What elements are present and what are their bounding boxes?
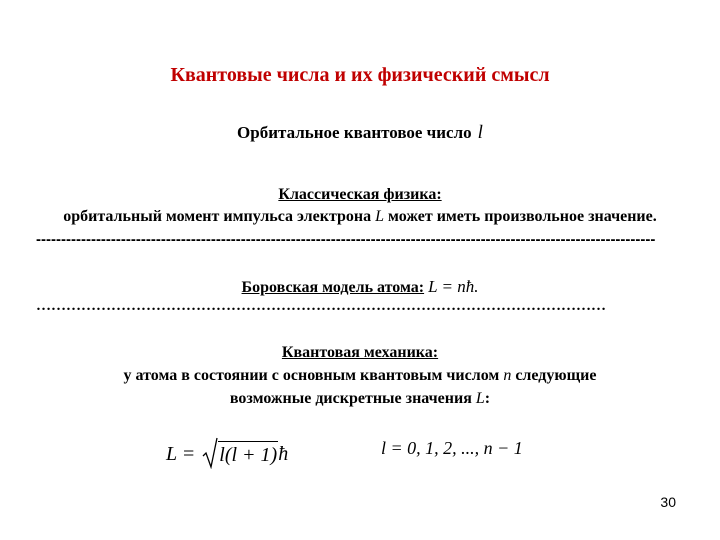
quantum-line1-before: у атома в состоянии с основным квантовым числом <box>123 367 500 384</box>
subtitle-symbol: l <box>477 122 483 143</box>
classical-line-before: орбитальный момент импульса электрона <box>63 208 372 225</box>
page-number: 30 <box>660 494 676 510</box>
l-values: l = 0, 1, 2, ..., n − 1 <box>381 438 523 458</box>
bohr-heading: Боровская модель атома: <box>241 279 425 296</box>
l-formula-radicand: l(l + 1) <box>218 441 278 466</box>
quantum-heading: Квантовая механика: <box>281 344 439 361</box>
hbar-symbol: ħ <box>278 443 289 465</box>
classical-heading: Классическая физика: <box>278 186 442 203</box>
sqrt-icon <box>202 437 218 469</box>
dotted-separator: …………………………………………………………………………………………………… <box>36 298 606 314</box>
subtitle-text: Орбитальное квантовое число <box>237 123 472 142</box>
quantum-line1-symbol: n <box>503 367 512 384</box>
slide-subtitle <box>0 122 720 144</box>
quantum-line1-after: следующие <box>515 367 597 384</box>
l-formula <box>166 437 288 469</box>
quantum-line2-before: возможные дискретные значения <box>229 390 472 407</box>
classical-line-after: может иметь произвольное значение. <box>388 208 657 225</box>
dashed-separator: ---------------------------------------------------------------------------------------------------------------------------- <box>36 231 656 248</box>
l-formula-lhs: L = <box>166 443 196 465</box>
bohr-line <box>0 277 720 297</box>
quantum-line2-symbol: L <box>475 390 485 407</box>
quantum-line-2 <box>0 390 720 408</box>
slide-title: Квантовые числа и их физический смысл <box>170 64 550 86</box>
bohr-formula: L = nħ. <box>428 277 479 296</box>
quantum-line2-after: : <box>484 390 491 407</box>
quantum-line-1 <box>0 367 720 385</box>
classical-line <box>0 208 720 226</box>
classical-symbol: L <box>375 208 385 225</box>
